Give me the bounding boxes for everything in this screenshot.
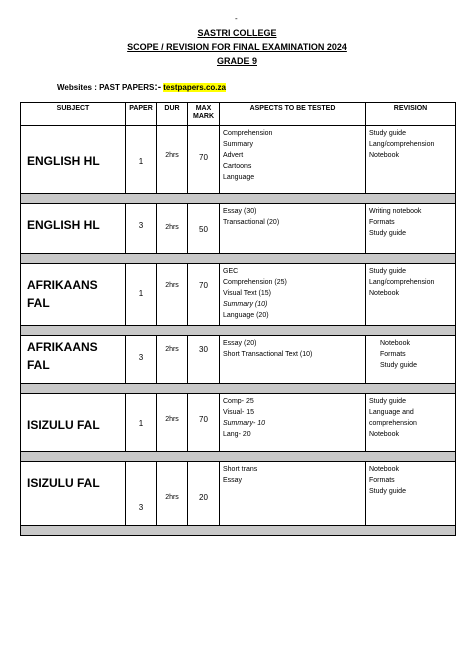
revision-item: Lang/comprehension (369, 141, 435, 148)
revision-item: Study guide (369, 268, 406, 275)
revision-item: Formats (369, 477, 395, 484)
paper-cell: 1 (126, 264, 157, 326)
dur-cell: 2hrs (157, 264, 188, 326)
table-header-row (21, 103, 456, 126)
col-aspects: ASPECTS TO BE TESTED (220, 103, 366, 126)
row-separator (21, 326, 456, 336)
aspect-item: Short Transactional Text (10) (223, 351, 313, 358)
scope-title: SCOPE / REVISION FOR FINAL EXAMINATION 2024 (127, 42, 347, 52)
dur-cell: 2hrs (157, 394, 188, 452)
aspect-item: Comprehension (25) (223, 279, 287, 286)
subject-cell: AFRIKAANS FAL (21, 264, 126, 326)
revision-item: Notebook (369, 152, 399, 159)
aspect-item: Essay (30) (223, 208, 257, 215)
table-row (21, 462, 456, 526)
revision-item: Study guide (380, 362, 417, 369)
revision-item: Notebook (369, 290, 399, 297)
revision-item: Notebook (369, 466, 399, 473)
row-separator (21, 384, 456, 394)
paper-cell: 1 (126, 126, 157, 194)
aspect-item: Summary (10) (223, 301, 268, 308)
website-label: Websites : PAST PAPERS (57, 83, 155, 92)
paper-cell: 3 (126, 204, 157, 254)
aspects-cell (220, 336, 366, 384)
aspect-item: Essay (20) (223, 340, 257, 347)
aspect-item: Comprehension (223, 130, 273, 137)
revision-item: Notebook (380, 340, 410, 347)
aspects-cell (220, 394, 366, 452)
max-mark-cell: 20 (188, 462, 220, 526)
revision-item: Study guide (369, 230, 406, 237)
col-max-mark: MAX MARK (188, 103, 220, 126)
revision-item: Formats (369, 219, 395, 226)
col-revision: REVISION (366, 103, 456, 126)
max-mark-cell: 30 (188, 336, 220, 384)
col-paper: PAPER (126, 103, 157, 126)
table-row (21, 204, 456, 254)
dur-cell: 2hrs (157, 462, 188, 526)
revision-cell (366, 126, 456, 194)
aspects-cell (220, 462, 366, 526)
aspect-item: Visual- 15 (223, 409, 255, 416)
subject-cell: ISIZULU FAL (21, 394, 126, 452)
revision-item: Writing notebook (369, 208, 422, 215)
table-row (21, 126, 456, 194)
subject-cell: ENGLISH HL (21, 204, 126, 254)
row-separator (21, 194, 456, 204)
dur-cell: 2hrs (157, 126, 188, 194)
table-row (21, 394, 456, 452)
aspect-item: Comp- 25 (223, 398, 254, 405)
dur-cell: 2hrs (157, 336, 188, 384)
paper-cell: 3 (126, 336, 157, 384)
revision-item: Formats (380, 351, 406, 358)
max-mark-cell: 70 (188, 394, 220, 452)
table-row (21, 336, 456, 384)
website-line (57, 82, 226, 93)
max-mark-cell: 70 (188, 126, 220, 194)
website-separator: :- (154, 82, 162, 93)
revision-item: Study guide (369, 488, 406, 495)
aspect-item: Lang- 20 (223, 431, 251, 438)
revision-item: Lang/comprehension (369, 279, 435, 286)
revision-cell (366, 394, 456, 452)
aspects-cell (220, 204, 366, 254)
revision-item: Study guide (369, 398, 406, 405)
aspect-item: Language (223, 174, 255, 181)
subject-cell: ENGLISH HL (21, 126, 126, 194)
aspect-item: Cartoons (223, 163, 252, 170)
aspects-cell (220, 126, 366, 194)
website-link[interactable]: testpapers.co.za (163, 83, 226, 92)
dur-cell: 2hrs (157, 204, 188, 254)
paper-cell: 3 (126, 462, 157, 526)
revision-item: comprehension (369, 420, 417, 427)
aspect-item: Summary (223, 141, 253, 148)
aspect-item: Advert (223, 152, 244, 159)
top-mark: - (235, 14, 238, 23)
row-separator (21, 452, 456, 462)
row-separator (21, 526, 456, 536)
aspect-item: Short trans (223, 466, 258, 473)
aspects-cell (220, 264, 366, 326)
max-mark-cell: 70 (188, 264, 220, 326)
revision-cell (366, 204, 456, 254)
max-mark-cell: 50 (188, 204, 220, 254)
aspect-item: Transactional (20) (223, 219, 280, 226)
school-name: SASTRI COLLEGE (197, 28, 277, 38)
revision-cell (366, 264, 456, 326)
table-row (21, 264, 456, 326)
revision-cell (366, 462, 456, 526)
revision-item: Notebook (369, 431, 399, 438)
subject-cell: ISIZULU FAL (21, 462, 126, 526)
scope-table (20, 102, 456, 536)
aspect-item: Language (20) (223, 312, 269, 319)
revision-item: Study guide (369, 130, 406, 137)
col-dur: DUR (157, 103, 188, 126)
revision-item: Language and (369, 409, 414, 416)
revision-cell (366, 336, 456, 384)
col-subject: SUBJECT (21, 103, 126, 126)
aspect-item: GEC (223, 268, 239, 275)
aspect-item: Essay (223, 477, 243, 484)
paper-cell: 1 (126, 394, 157, 452)
subject-cell: AFRIKAANS FAL (21, 336, 126, 384)
row-separator (21, 254, 456, 264)
aspect-item: Visual Text (15) (223, 290, 271, 297)
grade-title: GRADE 9 (216, 56, 257, 66)
aspect-item: Summary- 10 (223, 420, 266, 427)
